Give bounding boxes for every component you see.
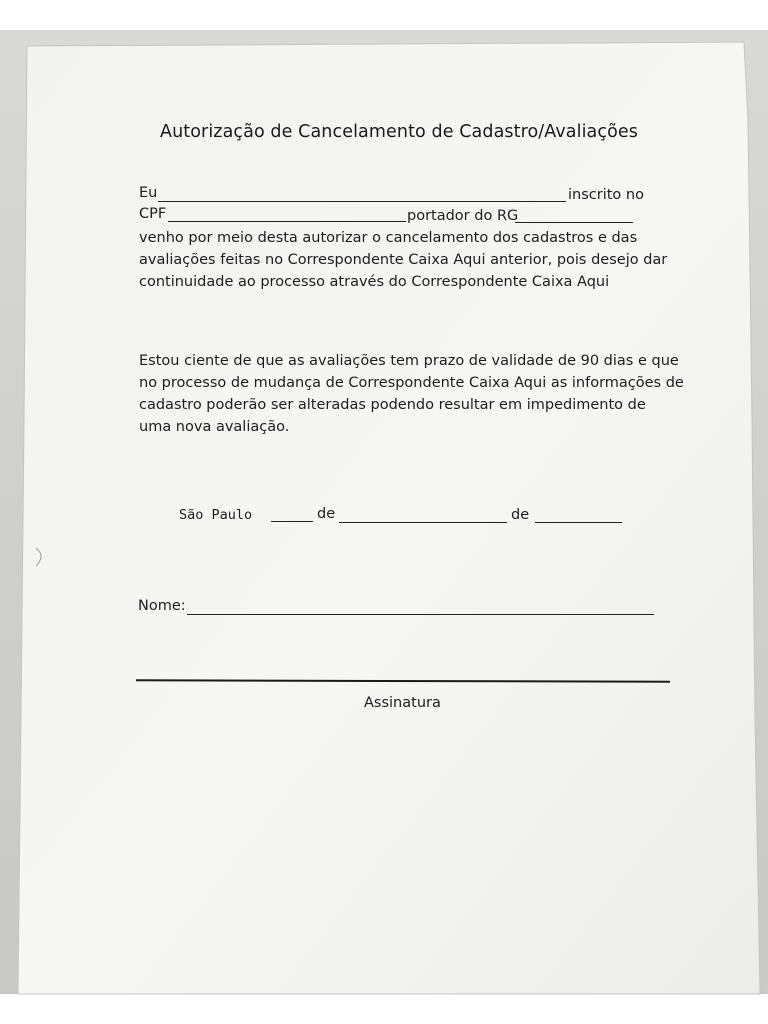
rg-fill-line[interactable] bbox=[515, 222, 633, 223]
rg-label: portador do RG bbox=[407, 208, 519, 224]
document-title: Autorização de Cancelamento de Cadastro/Avaliações bbox=[160, 122, 638, 142]
paragraph-line: avaliações feitas no Correspondente Caixa Aqui anterior, pois desejo dar bbox=[139, 252, 668, 268]
nome-fill-line[interactable] bbox=[187, 614, 654, 615]
year-fill-line[interactable] bbox=[535, 522, 622, 523]
month-fill-line[interactable] bbox=[339, 522, 507, 523]
date-de-label: de bbox=[511, 507, 530, 523]
inscrito-label: inscrito no bbox=[568, 187, 644, 203]
paragraph-line: no processo de mudança de Correspondente Caixa Aqui as informações de bbox=[139, 375, 684, 391]
paragraph-line: continuidade ao processo através do Correspondente Caixa Aqui bbox=[139, 274, 610, 290]
cpf-label: CPF bbox=[139, 206, 167, 222]
date-de-label: de bbox=[317, 506, 336, 522]
cpf-fill-line[interactable] bbox=[168, 221, 406, 222]
nome-label: Nome: bbox=[138, 598, 186, 614]
paragraph-line: cadastro poderão ser alteradas podendo resultar em impedimento de bbox=[139, 397, 646, 413]
eu-label: Eu bbox=[139, 185, 158, 201]
paragraph-line: venho por meio desta autorizar o cancelamento dos cadastros e das bbox=[139, 230, 638, 246]
name-fill-line[interactable] bbox=[158, 201, 566, 202]
authorization-paragraph bbox=[139, 227, 667, 293]
city-label: São Paulo bbox=[179, 507, 253, 523]
signature-label: Assinatura bbox=[364, 695, 441, 711]
validity-paragraph bbox=[139, 350, 684, 438]
paragraph-line: Estou ciente de que as avaliações tem prazo de validade de 90 dias e que bbox=[139, 353, 679, 369]
day-fill-line[interactable] bbox=[271, 521, 313, 522]
paragraph-line: uma nova avaliação. bbox=[139, 419, 290, 435]
